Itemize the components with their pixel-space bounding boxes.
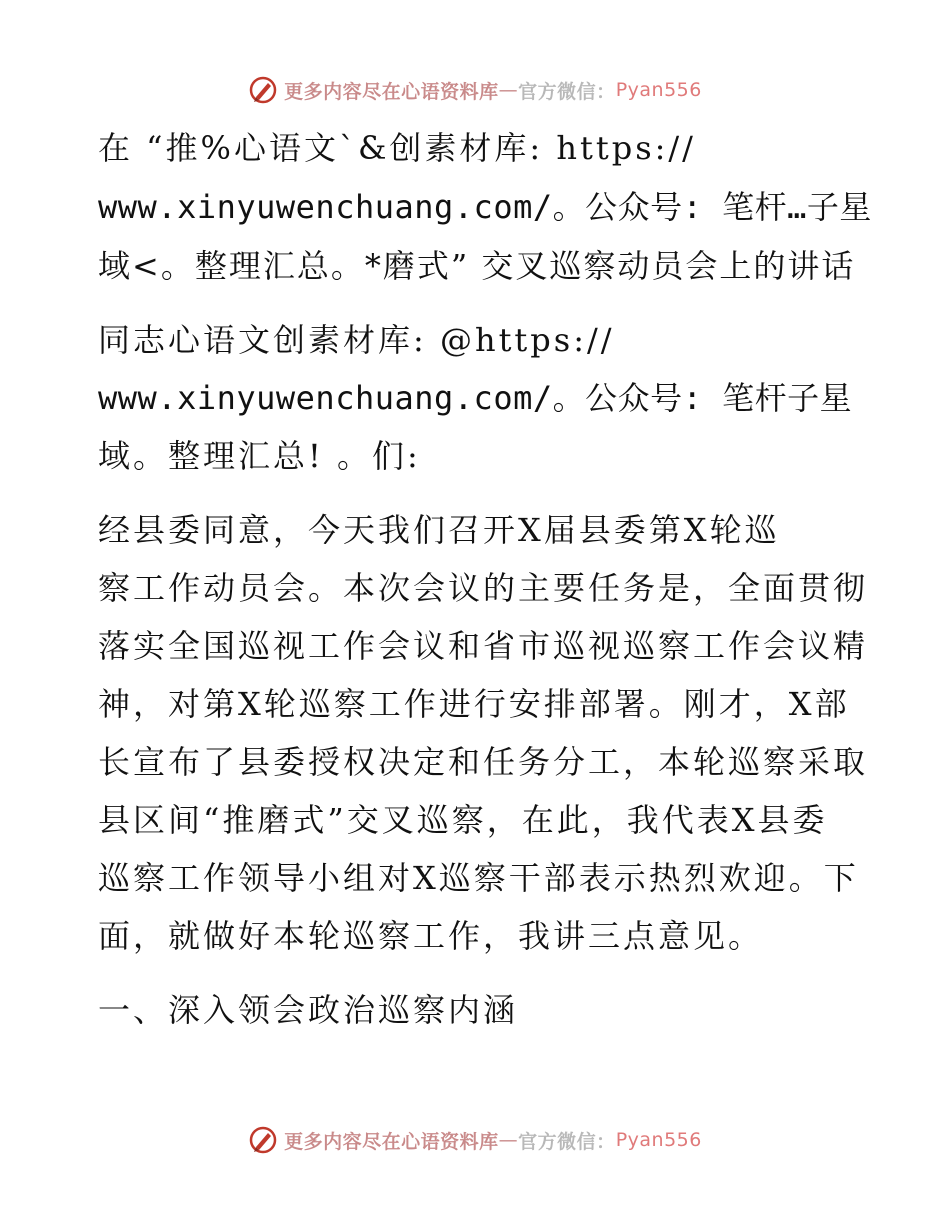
- watermark-label: 官方微信：: [518, 80, 616, 103]
- header-line: www.xinyuwenchuang.com/。公众号: 笔杆…子星: [98, 188, 872, 226]
- watermark-label: 官方微信：: [518, 1130, 616, 1153]
- watermark-wechat-id: Pyan556: [615, 1129, 702, 1151]
- watermark-main-text: 更多内容尽在心语资料库: [284, 80, 499, 103]
- body-line: 经县委同意，今天我们召开X届县委第X轮巡: [98, 511, 780, 549]
- header-line: 域<。整理汇总。*磨式” 交叉巡察动员会上的讲话: [98, 247, 856, 285]
- body-line: 察工作动员会。本次会议的主要任务是，全面贯彻: [98, 569, 869, 607]
- watermark-separator: —: [498, 1129, 519, 1151]
- watermark-banner-bottom: [0, 1120, 950, 1160]
- watermark-main-text: 更多内容尽在心语资料库: [284, 1130, 499, 1153]
- body-line: 落实全国巡视工作会议和省市巡视巡察工作会议精: [98, 627, 869, 665]
- body-line: 面，就做好本轮巡察工作，我讲三点意见。: [98, 917, 764, 955]
- pen-logo-icon: [248, 75, 278, 105]
- body-line: 神，对第X轮巡察工作进行安排部署。刚才，X部: [98, 685, 850, 723]
- watermark-separator: —: [498, 79, 519, 101]
- header-line: 在 “推%心语文`&创素材库: https://: [98, 129, 696, 167]
- watermark-wechat-id: Pyan556: [615, 79, 702, 101]
- watermark-banner-top: [0, 70, 950, 110]
- header-line: 域。整理汇总! 。们:: [98, 437, 421, 475]
- body-line: 长宣布了县委授权决定和任务分工，本轮巡察采取: [98, 743, 869, 781]
- pen-logo-icon: [248, 1125, 278, 1155]
- section-heading: 一、深入领会政治巡察内涵: [98, 991, 519, 1029]
- header-line: www.xinyuwenchuang.com/。公众号: 笔杆子星: [98, 379, 853, 417]
- body-line: 巡察工作领导小组对X巡察干部表示热烈欢迎。下: [98, 859, 859, 897]
- header-line: 同志心语文创素材库: @https://: [98, 321, 615, 359]
- body-line: 县区间“推磨式”交叉巡察，在此，我代表X县委: [98, 801, 828, 839]
